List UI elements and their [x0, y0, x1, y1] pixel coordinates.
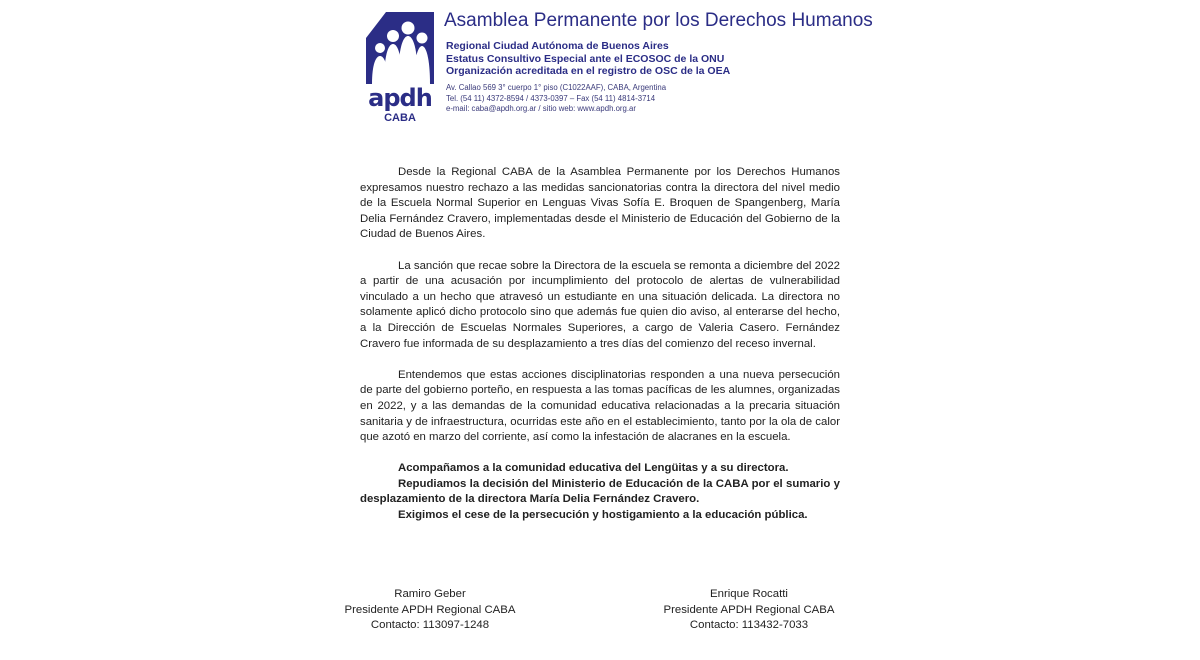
contact-info: [446, 83, 666, 115]
subtitle-line: Regional Ciudad Autónoma de Buenos Aires: [446, 40, 669, 52]
organization-subtitles: [446, 40, 730, 78]
signer-role: Presidente APDH Regional CABA: [344, 603, 516, 616]
apdh-logo: [366, 12, 434, 126]
logo-wordmark: apdh: [368, 84, 432, 112]
signer-name: Enrique Rocatti: [710, 588, 788, 600]
address-line: Av. Callao 569 3° cuerpo 1° piso (C1022AAF), CABA, Argentina: [446, 83, 667, 92]
subtitle-line: Estatus Consultivo Especial ante el ECOSOC de la ONU: [446, 52, 725, 65]
letter-body: [360, 165, 840, 524]
logo-subtitle: CABA: [384, 112, 416, 124]
signer-name: Ramiro Geber: [394, 588, 466, 600]
closing-statements: [360, 461, 840, 523]
email-web-line: e-mail: caba@apdh.org.ar / sitio web: www.apdh.org.ar: [446, 104, 636, 113]
subtitle-line: Organización acreditada en el registro de OSC de la OEA: [446, 65, 731, 77]
signer-contact: Contacto: 113097-1248: [370, 619, 490, 632]
signer-contact: Contacto: 113432-7033: [689, 619, 809, 632]
closing-line: Repudiamos la decisión del Ministerio de Educación de la CABA por el sumario y desplazamiento de la directora María Delia Fernández Cravero.: [360, 477, 840, 506]
closing-line: Exigimos el cese de la persecución y hostigamiento a la educación pública.: [398, 509, 808, 522]
paragraph: Desde la Regional CABA de la Asamblea Permanente por los Derechos Humanos expresamos nuestro rechazo a las medidas sancionatorias contra la directora del nivel medio de la Escuela Normal Superior en Lenguas Vivas Sofía E. Broquen de Spangenberg, María Delia Fernández Cravero, implementadas desde el Ministerio de Educación del Gobierno de la Ciudad de Buenos Aires.: [360, 166, 840, 241]
organization-name: Asamblea Permanente por los Derechos Humanos: [444, 10, 873, 31]
closing-line: Acompañamos a la comunidad educativa del Lengüitas y a su directora.: [398, 462, 789, 475]
signature-block: [330, 587, 530, 634]
signature-block: [649, 587, 849, 634]
phone-line: Tel. (54 11) 4372-8594 / 4373-0397 – Fax (54 11) 4814-3714: [446, 93, 656, 103]
paragraph: Entendemos que estas acciones disciplinatorias responden a una nueva persecución de parte del gobierno porteño, en respuesta a las tomas pacíficas de les alumnes, organizadas en 2022, y a las demandas de la comunidad educativa relacionadas a la precaria situación sanitaria y de infraestructura, ocurridas este año en el establecimiento, tanto por la ola de calor que azotó en marzo del corriente, así como la infestación de alacranes en la escuela.: [360, 368, 840, 444]
paragraph: La sanción que recae sobre la Directora de la escuela se remonta a diciembre del 2022 a partir de una acusación por incumplimiento del protocolo de alertas de vulnerabilidad vinculado a un hecho que atravesó un estudiante en una situación delicada. La directora no solamente aplicó dicho protocolo sino que además fue quien dio aviso, al enterarse del hecho, a la Dirección de Escuelas Normales Superiores, a cargo de Valeria Casero. Fernández Cravero fue informada de su desplazamiento a tres días del comienzo del receso invernal.: [360, 259, 840, 350]
signer-role: Presidente APDH Regional CABA: [663, 603, 835, 616]
